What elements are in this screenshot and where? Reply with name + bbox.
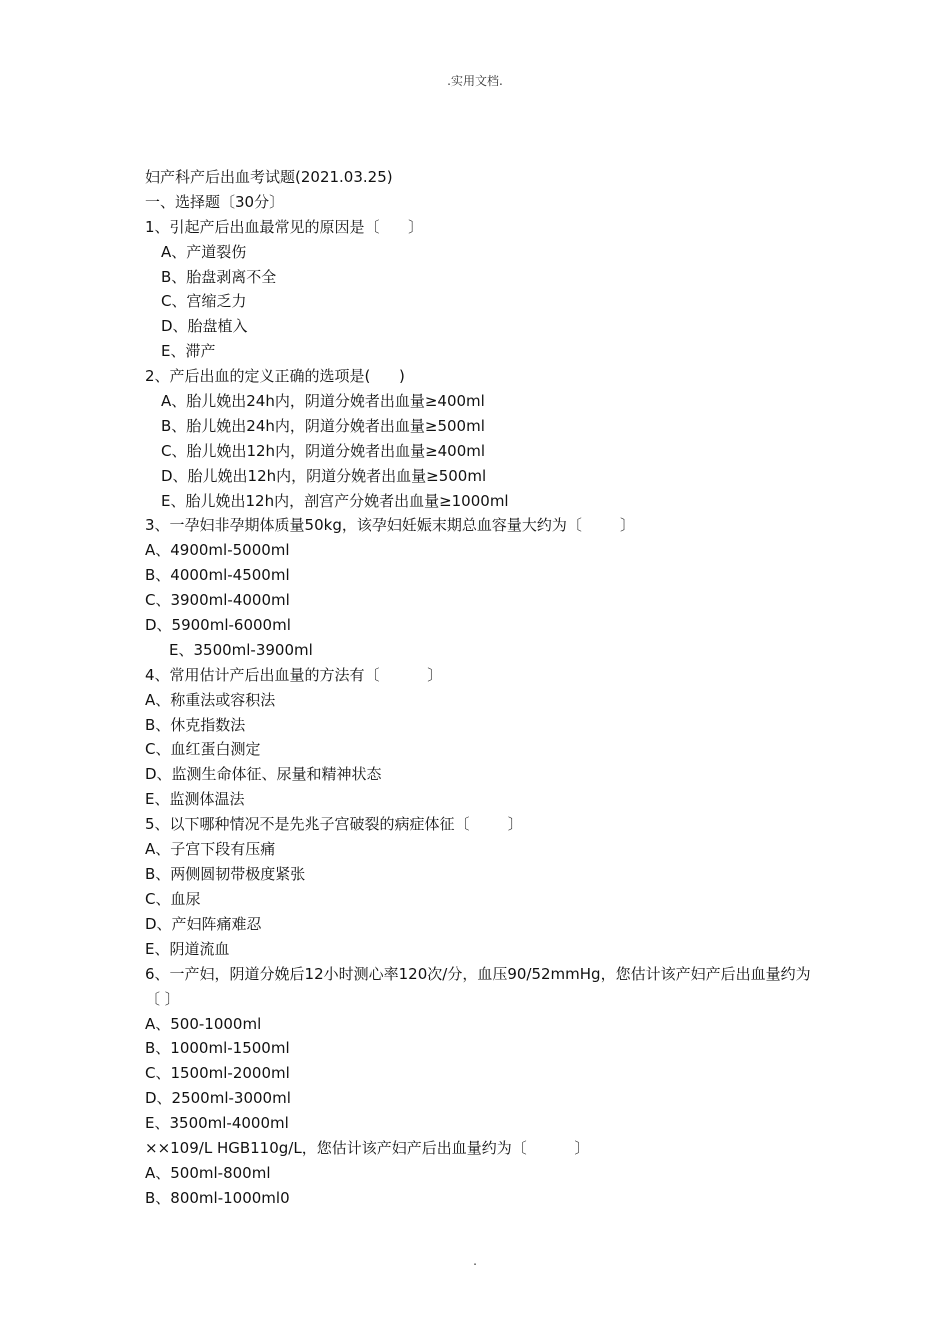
question-4-option-e: E、监测体温法 <box>145 790 245 809</box>
question-1-option-c: C、宫缩乏力 <box>161 292 247 311</box>
question-1-option-b: B、胎盘剥离不全 <box>161 267 277 286</box>
question-2-stem: 2、产后出血的定义正确的选项是( ) <box>145 367 405 386</box>
question-5-option-c: C、血尿 <box>145 889 201 908</box>
question-6-stem: 6、一产妇，阴道分娩后12小时测心率120次/分，血压90/52mmHg，您估计该产妇产后出血量约为〔 〕 <box>145 964 811 1008</box>
question-7-option-a: A、500ml-800ml <box>145 1163 271 1182</box>
question-5-option-e: E、阴道流血 <box>145 939 230 958</box>
question-5-option-d: D、产妇阵痛难忍 <box>145 914 262 933</box>
question-7-stem: ××109/L HGB110g/L，您估计该产妇产后出血量约为〔 〕 <box>145 1138 590 1157</box>
question-3-option-c: C、3900ml-4000ml <box>145 591 290 610</box>
question-1-option-d: D、胎盘植入 <box>161 317 248 336</box>
question-6-option-b: B、1000ml-1500ml <box>145 1039 290 1058</box>
page-header: .实用文档. <box>447 74 503 88</box>
question-2-option-c: C、胎儿娩出12h内，阴道分娩者出血量≥400ml <box>161 441 486 460</box>
question-3-option-e: E、3500ml-3900ml <box>169 640 313 659</box>
question-6-option-e: E、3500ml-4000ml <box>145 1114 289 1133</box>
question-2-option-d: D、胎儿娩出12h内，阴道分娩者出血量≥500ml <box>161 466 487 485</box>
question-6-option-d: D、2500ml-3000ml <box>145 1089 291 1108</box>
question-2-option-b: B、胎儿娩出24h内，阴道分娩者出血量≥500ml <box>161 416 485 435</box>
question-4-stem: 4、常用估计产后出血量的方法有〔 〕 <box>145 665 443 684</box>
page-footer: . <box>473 1254 477 1268</box>
question-5-option-b: B、两侧圆韧带极度紧张 <box>145 864 306 883</box>
question-4-option-c: C、血红蛋白测定 <box>145 740 261 759</box>
exam-title: 妇产科产后出血考试题(2021.03.25) <box>145 168 393 186</box>
question-3-stem: 3、一孕妇非孕期体质量50kg，该孕妇妊娠末期总血容量大约为〔 〕 <box>145 516 635 535</box>
question-1-option-a: A、产道裂伤 <box>161 242 247 261</box>
question-5-stem: 5、以下哪种情况不是先兆子宫破裂的病症体征〔 〕 <box>145 815 523 834</box>
question-4-option-b: B、休克指数法 <box>145 715 246 734</box>
question-2-option-a: A、胎儿娩出24h内，阴道分娩者出血量≥400ml <box>161 392 485 411</box>
question-4-option-d: D、监测生命体征、尿量和精神状态 <box>145 765 382 784</box>
exam-content <box>145 165 825 1211</box>
question-6-option-c: C、1500ml-2000ml <box>145 1064 290 1083</box>
question-3-option-b: B、4000ml-4500ml <box>145 566 290 585</box>
question-6-option-a: A、500-1000ml <box>145 1014 262 1033</box>
section-heading: 一、选择题〔30分〕 <box>145 192 285 211</box>
question-7-option-b: B、800ml-1000ml0 <box>145 1188 290 1207</box>
question-2-option-e: E、胎儿娩出12h内，剖宫产分娩者出血量≥1000ml <box>161 491 509 510</box>
question-1-stem: 1、引起产后出血最常见的原因是〔 〕 <box>145 217 424 236</box>
question-4-option-a: A、称重法或容积法 <box>145 690 276 709</box>
question-3-option-d: D、5900ml-6000ml <box>145 616 291 635</box>
question-3-option-a: A、4900ml-5000ml <box>145 541 290 560</box>
question-5-option-a: A、子宫下段有压痛 <box>145 840 276 859</box>
question-1-option-e: E、滞产 <box>161 342 216 361</box>
